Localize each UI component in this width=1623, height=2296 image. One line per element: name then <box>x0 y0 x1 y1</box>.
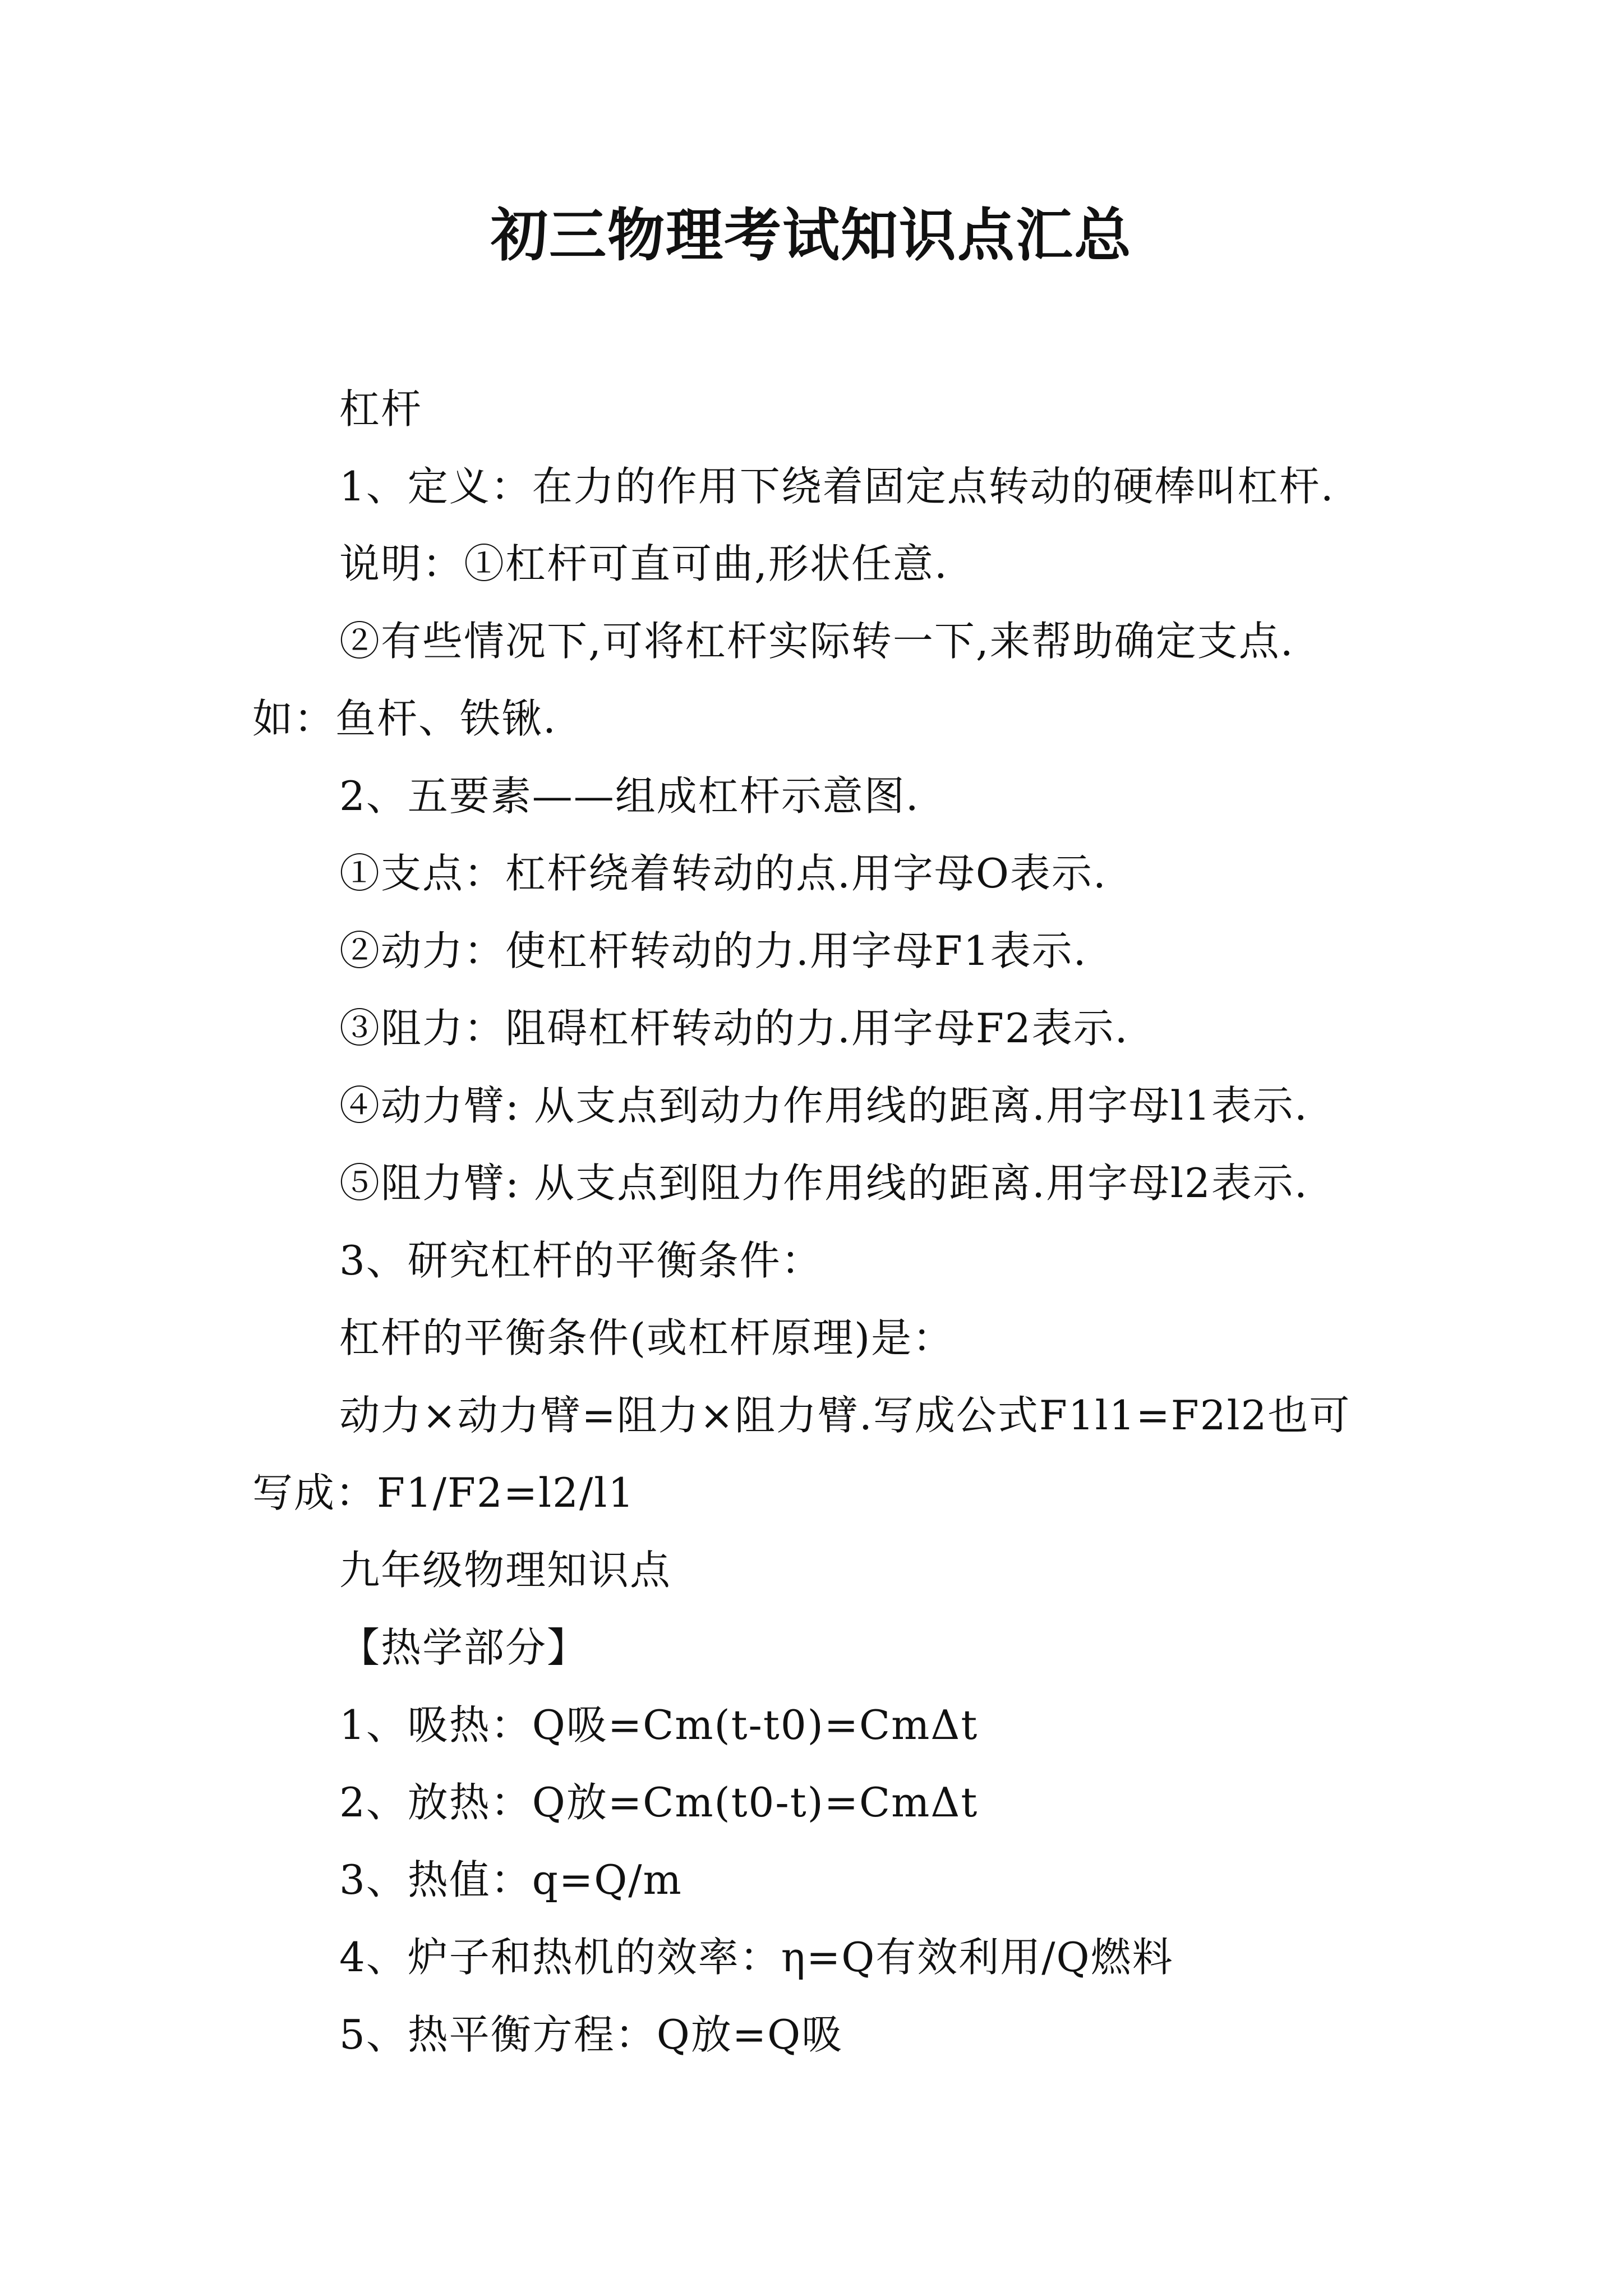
text-line: 1、吸热：Q吸=Cm(t-t0)=CmΔt <box>339 1701 979 1749</box>
text-line: ①支点：杠杆绕着转动的点.用字母O表示. <box>339 850 1107 897</box>
text-line: 九年级物理知识点 <box>339 1547 672 1594</box>
document-body <box>252 370 1374 2073</box>
text-line: ③阻力：阻碍杠杆转动的力.用字母F2表示. <box>339 1005 1129 1052</box>
text-line: 【热学部分】 <box>339 1624 589 1671</box>
document-title: 初三物理考试知识点汇总 <box>491 202 1132 269</box>
text-line: ②有些情况下,可将杠杆实际转一下,来帮助确定支点. <box>339 618 1294 665</box>
text-line: 4、炉子和热机的效率：η=Q有效利用/Q燃料 <box>339 1934 1174 1981</box>
text-line: 2、五要素——组成杠杆示意图. <box>339 772 920 820</box>
text-line: 2、放热：Q放=Cm(t0-t)=CmΔt <box>339 1779 979 1826</box>
text-line: 5、热平衡方程：Q放=Q吸 <box>339 2011 843 2058</box>
text-line: 写成：F1/F2=l2/l1 <box>252 1469 635 1516</box>
text-line: 3、热值：q=Q/m <box>339 1856 683 1903</box>
text-line: ④动力臂: 从支点到动力作用线的距离.用字母l1表示. <box>339 1082 1308 1129</box>
text-line: 1、定义：在力的作用下绕着固定点转动的硬棒叫杠杆. <box>339 463 1335 510</box>
text-line: 杠杆 <box>339 385 423 432</box>
text-line: 3、研究杠杆的平衡条件： <box>339 1237 823 1284</box>
text-line: 动力×动力臂=阻力×阻力臂.写成公式F1l1=F2l2也可 <box>339 1392 1351 1439</box>
text-line: 说明：①杠杆可直可曲,形状任意. <box>339 540 948 587</box>
text-line: 如：鱼杆、铁锹. <box>252 695 557 742</box>
text-line: 杠杆的平衡条件(或杠杆原理)是： <box>339 1314 955 1361</box>
text-line: ⑤阻力臂: 从支点到阻力作用线的距离.用字母l2表示. <box>339 1159 1308 1207</box>
text-line: ②动力：使杠杆转动的力.用字母F1表示. <box>339 927 1087 974</box>
